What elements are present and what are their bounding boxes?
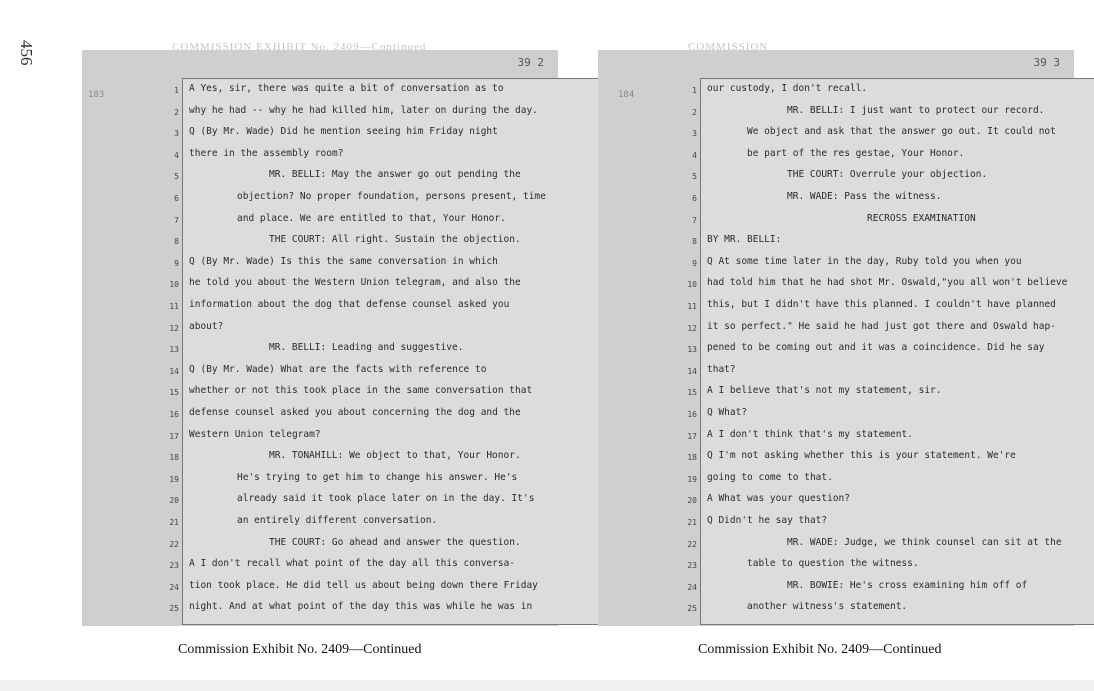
right-transcript-line-number: 11	[687, 302, 697, 311]
right-transcript-line	[692, 254, 1094, 275]
right-transcript-line-text: had told him that he had shot Mr. Oswald,"you all won't believe	[707, 277, 1068, 289]
right-transcript-line-number: 1	[692, 86, 697, 95]
left-transcript-line	[169, 599, 629, 620]
right-transcript-line-number: 15	[687, 388, 697, 398]
left-transcript-line	[169, 297, 629, 318]
left-transcript-line-number: 8	[174, 237, 179, 247]
left-transcript-line	[174, 254, 629, 275]
right-exhibit-caption-text: Commission Exhibit No. 2409—Continued	[698, 642, 942, 657]
left-transcript-line-text: Q (By Mr. Wade) Did he mention seeing him Friday night	[189, 126, 498, 138]
right-transcript-line-text: Q What?	[707, 407, 748, 418]
right-transcript-line-number: 17	[687, 431, 697, 441]
right-transcript-line	[692, 232, 1094, 253]
left-transcript-line	[174, 103, 629, 124]
bottom-edge	[0, 680, 1094, 691]
right-transcript-line-text: A I don't think that's my statement.	[707, 428, 913, 440]
right-transcript-line-text: table to question the witness.	[747, 558, 919, 570]
right-transcript-line	[692, 124, 1094, 145]
left-transcript-line	[169, 470, 629, 491]
left-transcript-line-text: Q (By Mr. Wade) What are the facts with reference to	[189, 363, 487, 375]
right-transcript-line	[692, 189, 1094, 210]
left-transcript-line-number: 10	[169, 280, 179, 290]
left-transcript-line-text: why he had -- why he had killed him, later on during the day.	[189, 104, 538, 116]
right-transcript-line-number: 20	[687, 496, 697, 506]
left-transcript-line-text: A I don't recall what point of the day all this conversa-	[189, 558, 516, 570]
left-transcript-body	[169, 78, 630, 625]
left-transcript-line-text: THE COURT: All right. Sustain the objection.	[269, 234, 521, 246]
right-transcript-line	[692, 103, 1094, 124]
right-transcript-line-number: 3	[692, 129, 697, 139]
right-transcript-line-text: A What was your question?	[707, 493, 850, 505]
left-transcript-line	[174, 211, 629, 232]
right-transcript-line	[687, 535, 1094, 556]
left-transcript-line-text: THE COURT: Go ahead and answer the question.	[269, 536, 521, 548]
left-transcript-line-text: MR. BELLI: Leading and suggestive.	[269, 342, 464, 354]
right-transcript-line	[687, 405, 1094, 426]
right-transcript-line	[687, 319, 1094, 340]
left-transcript-line	[169, 556, 629, 577]
left-transcript-line	[174, 167, 629, 188]
left-transcript-line-number: 12	[169, 323, 179, 333]
left-transcript-line-text: and place. We are entitled to that, Your Honor.	[237, 212, 506, 224]
left-transcript-line	[169, 513, 629, 534]
right-transcript-line-number: 16	[687, 410, 697, 419]
right-transcript-line-number: 7	[692, 215, 697, 225]
left-transcript-line-text: about?	[189, 320, 224, 332]
right-ghost-text: COMMISSION	[688, 41, 769, 53]
left-transcript-line	[174, 124, 629, 145]
left-transcript-line-text: information about the dog that defense counsel asked you	[189, 299, 510, 310]
left-transcript-line	[169, 383, 629, 404]
left-transcript-line	[174, 232, 629, 253]
left-transcript-line	[169, 491, 629, 512]
right-transcript-line-number: 19	[687, 474, 697, 484]
right-transcript-line-text: pened to be coming out and it was a coincidence. Did he say	[707, 342, 1045, 354]
right-transcript-line-text: another witness's statement.	[747, 601, 908, 613]
right-transcript-line-text: be part of the res gestae, Your Honor.	[747, 147, 965, 159]
left-transcript-line	[169, 578, 629, 599]
left-transcript-line-text: defense counsel asked you about concerning the dog and the	[189, 407, 521, 418]
left-transcript-line-text: He's trying to get him to change his answer. He's	[237, 471, 518, 483]
left-transcript-scan	[82, 41, 558, 626]
left-transcript-line-number: 7	[174, 215, 179, 225]
right-transcript-line-number: 2	[692, 107, 697, 117]
right-transcript-line-number: 21	[687, 518, 697, 527]
left-transcript-line-number: 6	[174, 194, 179, 203]
left-transcript-line	[169, 427, 629, 448]
left-transcript-line-number: 3	[174, 129, 179, 139]
left-transcript-line-number: 18	[169, 453, 179, 463]
right-transcript-line-text: We object and ask that the answer go out. It could not	[747, 126, 1056, 138]
left-transcript-line-number: 9	[174, 258, 179, 268]
left-transcript-line-number: 24	[169, 582, 179, 592]
right-transcript-line-number: 18	[687, 453, 697, 463]
left-sheet-number: 39 2	[517, 56, 544, 69]
right-transcript-line-text: that?	[707, 363, 736, 375]
right-transcript-scan	[598, 41, 1074, 626]
right-transcript-line-text: MR. BELLI: I just want to protect our record.	[787, 104, 1045, 116]
right-transcript-line-number: 25	[687, 604, 697, 614]
left-transcript-line	[174, 146, 629, 167]
left-transcript-line-text: A Yes, sir, there was quite a bit of conversation as to	[189, 83, 504, 94]
left-transcript-line-text: objection? No proper foundation, persons present, time	[237, 191, 546, 202]
right-transcript-line-text: A I believe that's not my statement, sir.	[707, 385, 942, 397]
left-transcript-line-number: 4	[174, 150, 179, 160]
right-transcript-body	[687, 78, 1094, 625]
right-transcript-line-text: Q Didn't he say that?	[707, 515, 828, 526]
left-transcript-line-number: 22	[169, 539, 179, 549]
left-transcript-line	[169, 319, 629, 340]
right-transcript-line-text: THE COURT: Overrule your objection.	[787, 169, 988, 181]
left-transcript-line-number: 20	[169, 496, 179, 506]
left-transcript-line-text: whether or not this took place in the same conversation that	[189, 385, 533, 397]
right-page-ref: 184	[618, 90, 635, 100]
left-transcript-line	[169, 275, 629, 296]
right-sheet-number: 39 3	[1033, 56, 1060, 69]
left-exhibit-caption-text: Commission Exhibit No. 2409—Continued	[178, 642, 422, 657]
left-transcript-line-number: 21	[169, 518, 179, 527]
left-transcript-line-number: 5	[174, 172, 179, 182]
right-transcript-line	[687, 470, 1094, 491]
right-transcript-line-text: MR. WADE: Judge, we think counsel can sit at the	[787, 536, 1062, 548]
right-transcript-line-number: 24	[687, 582, 697, 592]
left-transcript-line	[169, 535, 629, 556]
right-transcript-line	[687, 297, 1094, 318]
left-transcript-line-number: 23	[169, 561, 179, 571]
right-transcript-line	[687, 599, 1094, 620]
left-transcript-line-text: Q (By Mr. Wade) Is this the same conversation in which	[189, 255, 498, 267]
right-transcript-line-text: RECROSS EXAMINATION	[867, 212, 976, 224]
left-transcript-line-number: 25	[169, 604, 179, 614]
right-transcript-line	[687, 448, 1094, 469]
left-transcript-line-number: 1	[174, 86, 179, 95]
right-transcript-line	[687, 362, 1094, 383]
right-transcript-line-number: 10	[687, 280, 697, 290]
left-transcript-line-text: an entirely different conversation.	[237, 515, 438, 526]
right-transcript-line	[687, 427, 1094, 448]
right-transcript-line-number: 13	[687, 345, 697, 355]
right-transcript-line-number: 6	[692, 194, 697, 203]
right-transcript-line-number: 23	[687, 561, 697, 571]
left-transcript-line	[169, 340, 629, 361]
left-transcript-line-number: 2	[174, 107, 179, 117]
left-transcript-line-text: already said it took place later on in the day. It's	[237, 493, 535, 505]
left-exhibit-caption	[178, 642, 421, 658]
left-transcript-line-text: MR. BELLI: May the answer go out pending the	[269, 169, 521, 181]
left-transcript-line-number: 15	[169, 388, 179, 398]
left-transcript-line	[169, 448, 629, 469]
right-transcript-line-text: this, but I didn't have this planned. I couldn't have planned	[707, 299, 1056, 310]
page-number: 456	[17, 40, 36, 66]
right-transcript-line-text: MR. WADE: Pass the witness.	[787, 191, 942, 202]
right-transcript-line-number: 8	[692, 237, 697, 247]
left-transcript-line	[174, 81, 629, 102]
right-transcript-line-text: going to come to that.	[707, 471, 833, 483]
right-transcript-line-number: 9	[692, 258, 697, 268]
left-transcript-line	[169, 362, 629, 383]
right-transcript-line	[687, 340, 1094, 361]
left-transcript-line-number: 11	[169, 302, 179, 311]
left-transcript-line	[169, 405, 629, 426]
left-transcript-line-number: 16	[169, 410, 179, 419]
right-transcript-line	[687, 513, 1094, 534]
left-transcript-line-number: 14	[169, 366, 179, 376]
left-transcript-line-text: MR. TONAHILL: We object to that, Your Honor.	[269, 450, 521, 462]
right-transcript-line	[692, 81, 1094, 102]
right-transcript-line-text: our custody, I don't recall.	[707, 83, 868, 94]
left-transcript-line-text: Western Union telegram?	[189, 428, 321, 440]
right-transcript-line	[692, 167, 1094, 188]
right-transcript-line-number: 14	[687, 366, 697, 376]
left-transcript-line-number: 19	[169, 474, 179, 484]
right-transcript-line	[687, 275, 1094, 296]
left-transcript-line-text: night. And at what point of the day this was while he was in	[189, 601, 533, 613]
left-ghost-text: COMMISSION EXHIBIT No. 2409—Continued	[172, 41, 427, 53]
left-transcript-line-text: he told you about the Western Union telegram, and also the	[189, 277, 521, 289]
right-transcript-line-number: 4	[692, 150, 697, 160]
right-transcript-line-text: BY MR. BELLI:	[707, 234, 782, 246]
right-transcript-line	[687, 578, 1094, 599]
right-transcript-line	[687, 383, 1094, 404]
right-transcript-line-number: 12	[687, 323, 697, 333]
right-transcript-line-text: Q At some time later in the day, Ruby told you when you	[707, 255, 1022, 267]
left-transcript-line-number: 13	[169, 345, 179, 355]
left-transcript-line	[174, 189, 629, 210]
left-transcript-line-text: there in the assembly room?	[189, 147, 344, 159]
left-page-ref: 183	[88, 90, 105, 100]
right-transcript-line-text: MR. BOWIE: He's cross examining him off of	[787, 579, 1028, 591]
right-transcript-line	[692, 211, 1094, 232]
left-transcript-line-number: 17	[169, 431, 179, 441]
right-exhibit-caption	[698, 642, 941, 658]
left-transcript-line-text: tion took place. He did tell us about being down there Friday	[189, 579, 538, 591]
right-transcript-line-text: Q I'm not asking whether this is your statement. We're	[707, 450, 1016, 462]
right-transcript-line	[687, 491, 1094, 512]
right-transcript-line-number: 22	[687, 539, 697, 549]
right-transcript-line-number: 5	[692, 172, 697, 182]
right-transcript-line	[687, 556, 1094, 577]
right-transcript-line	[692, 146, 1094, 167]
right-transcript-line-text: it so perfect." He said he had just got there and Oswald hap-	[707, 320, 1056, 332]
